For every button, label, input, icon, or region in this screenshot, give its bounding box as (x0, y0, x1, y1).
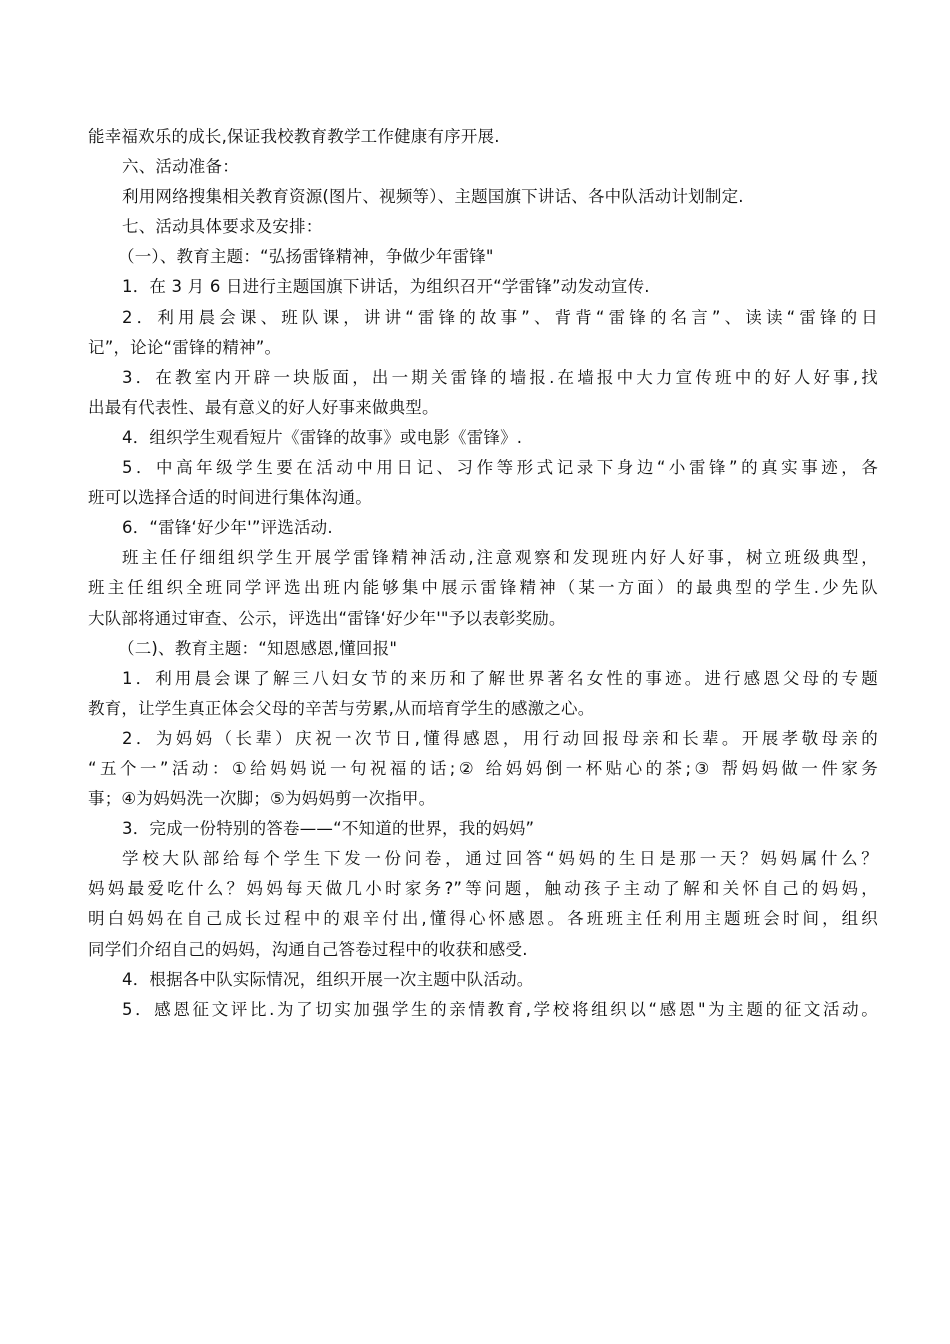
text-line: “五个一”活动：①给妈妈说一句祝福的话;② 给妈妈倒一杯贴心的茶;③ 帮妈妈做一件家务 (88, 758, 878, 778)
text-line: 1．利用晨会课了解三八妇女节的来历和了解世界著名女性的事迹。进行感恩父母的专题 (122, 668, 878, 688)
text-line: 教育，让学生真正体会父母的辛苦与劳累,从而培育学生的感激之心。 (88, 698, 595, 718)
text-line: 出最有代表性、最有意义的好人好事来做典型。 (88, 397, 439, 417)
text-line: 班可以选择合适的时间进行集体沟通。 (88, 488, 372, 508)
text-line: 4．组织学生观看短片《雷锋的故事》或电影《雷锋》. (122, 427, 523, 447)
text-line: 能幸福欢乐的成长,保证我校教育教学工作健康有序开展. (88, 127, 500, 146)
text-line: 利用网络搜集相关教育资源(图片、视频等）、主题国旗下讲话、各中队活动计划制定. (122, 187, 744, 207)
text-line: 3．完成一份特别的答卷——“不知道的世界，我的妈妈” (122, 819, 535, 839)
text-line: （二)、教育主题：“知恩感恩,懂回报" (118, 638, 398, 658)
text-line: 6．“雷锋‘好少年'”评选活动. (122, 518, 333, 538)
text-line: 妈妈最爱吃什么？妈妈每天做几小时家务?”等问题，触动孩子主动了解和关怀自己的妈妈， (88, 879, 878, 899)
text-line: 事；④为妈妈洗一次脚；⑤为妈妈剪一次指甲。 (88, 789, 436, 809)
text-line: 5．感恩征文评比.为了切实加强学生的亲情教育,学校将组织以“感恩"为主题的征文活动。 (122, 999, 878, 1019)
document-body (88, 122, 878, 1025)
text-line: 3．在教室内开辟一块版面，出一期关雷锋的墙报.在墙报中大力宣传班中的好人好事,找 (122, 367, 878, 387)
text-line: 同学们介绍自己的妈妈，沟通自己答卷过程中的收获和感受. (88, 939, 528, 959)
text-line: 学校大队部给每个学生下发一份问卷，通过回答“妈妈的生日是那一天？妈妈属什么？ (122, 849, 878, 869)
text-line: （一）、教育主题：“弘扬雷锋精神，争做少年雷锋" (118, 247, 494, 267)
text-line: 4．根据各中队实际情况，组织开展一次主题中队活动。 (122, 969, 534, 989)
text-line: 2．利用晨会课、班队课，讲讲“雷锋的故事”、背背“雷锋的名言”、读读“雷锋的日 (122, 307, 878, 327)
text-line: 班主任组织全班同学评选出班内能够集中展示雷锋精神（某一方面）的最典型的学生.少先队 (88, 578, 878, 598)
text-line: 1．在 3 月 6 日进行主题国旗下讲话，为组织召开“学雷锋”动发动宣传. (122, 277, 650, 297)
text-line: 5．中高年级学生要在活动中用日记、习作等形式记录下身边“小雷锋”的真实事迹，各 (122, 458, 878, 478)
text-line: 六、活动准备： (122, 157, 239, 177)
text-line: 七、活动具体要求及安排： (122, 217, 323, 237)
text-line: 2．为妈妈（长辈）庆祝一次节日,懂得感恩，用行动回报母亲和长辈。开展孝敬母亲的 (122, 728, 878, 748)
text-line: 班主任仔细组织学生开展学雷锋精神活动,注意观察和发现班内好人好事，树立班级典型， (122, 548, 878, 568)
text-line: 大队部将通过审查、公示，评选出“雷锋‘好少年'"予以表彰奖励。 (88, 608, 566, 628)
text-line: 明白妈妈在自己成长过程中的艰辛付出,懂得心怀感恩。各班班主任利用主题班会时间，组织 (88, 909, 878, 929)
text-line: 记”，论论“雷锋的精神”。 (88, 337, 282, 357)
